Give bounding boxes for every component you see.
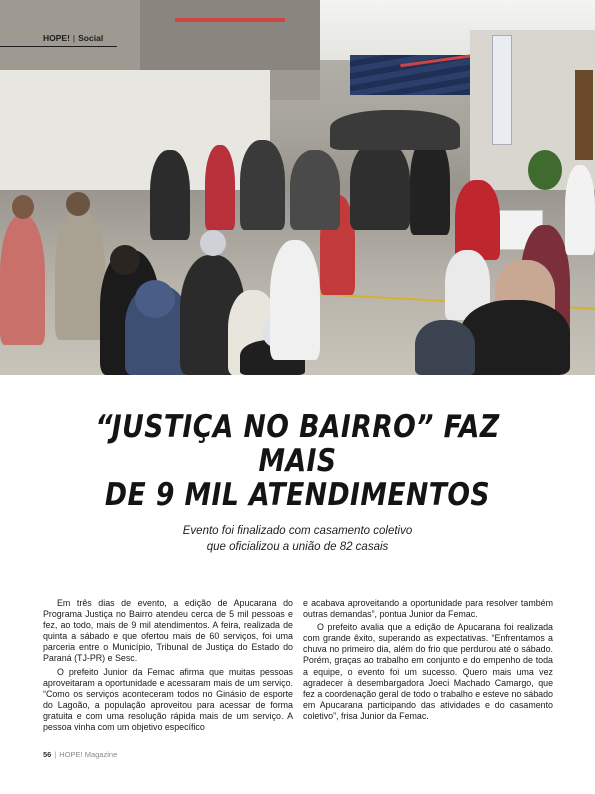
photo-banner <box>492 35 512 145</box>
photo-person-head <box>135 280 175 318</box>
article-subtitle <box>130 523 465 555</box>
photo-plant <box>528 150 562 190</box>
article-title <box>93 410 502 512</box>
photo-person <box>460 300 570 375</box>
article-title-line-2: DE 9 MIL ATENDIMENTOS <box>104 477 491 513</box>
photo-person <box>150 150 190 240</box>
footer-separator: | <box>54 750 57 759</box>
photo-person <box>240 140 285 230</box>
photo-person <box>565 165 595 255</box>
photo-person <box>55 210 105 340</box>
photo-person-head <box>66 192 90 216</box>
photo-person-head <box>200 230 226 256</box>
photo-person <box>0 215 45 345</box>
photo-person-head <box>12 195 34 219</box>
publication-name: HOPE! Magazine <box>59 750 118 759</box>
article-subtitle-line-2: que oficializou a união de 82 casais <box>206 541 389 553</box>
photo-person <box>350 140 410 230</box>
article-title-line-1: “JUSTIÇA NO BAIRRO” FAZ MAIS <box>95 409 500 479</box>
hero-photo-crowd <box>0 0 595 375</box>
photo-person <box>455 180 500 260</box>
photo-rail <box>175 18 285 22</box>
photo-person-head <box>110 245 140 275</box>
photo-person <box>205 145 235 230</box>
section-label: Social <box>78 33 104 43</box>
section-header <box>0 30 103 46</box>
page-number: 56 <box>43 750 52 759</box>
photo-person <box>330 110 460 150</box>
brand-label: HOPE! <box>43 33 70 43</box>
photo-concrete-block <box>140 0 320 70</box>
photo-person <box>415 320 475 375</box>
photo-person <box>410 135 450 235</box>
body-paragraph: O prefeito avalia que a edição de Apucarana foi realizada com grande êxito, superando as expectativas. “Enfrentamos a chuva no primeiro dia, além do frio que perdurou até o sábado. Porém, graças ao trabalho em conjunto e do empenho de toda a equipe, o evento foi um sucesso. Quero mais uma vez agradecer à desembargadora Joeci Machado Camargo, que fez a coordenação geral de todo o trabalho e esteve no sábado em Apucarana participando das atividades e do casamento coletivo”, frisa Junior da Femac. <box>303 622 553 721</box>
body-paragraph: O prefeito Junior da Femac afirma que muitas pessoas aproveitaram a oportunidade e acessaram mais de um serviço. “Como os serviços aconteceram todos no Ginásio de esporte do Lagoão, a população aproveitou para acessar de forma gratuita e com uma resolução rápida mais de um serviço. A pessoa vinha com um objetivo específico <box>43 666 293 733</box>
article-subtitle-line-1: Evento foi finalizado com casamento coletivo <box>182 525 413 537</box>
page-footer <box>43 750 117 759</box>
photo-person <box>270 240 320 360</box>
body-paragraph-continued: e acabava aproveitando a oportunidade para resolver também outras demandas”, pontua Junior da Femac. <box>303 598 553 620</box>
body-column-left <box>43 598 293 735</box>
photo-person <box>290 150 340 230</box>
photo-banner-2 <box>575 70 593 160</box>
header-separator: | <box>72 33 76 43</box>
body-column-right <box>303 598 553 724</box>
header-rule <box>0 46 117 47</box>
body-paragraph: Em três dias de evento, a edição de Apucarana do Programa Justiça no Bairro atendeu cerca de 5 mil pessoas e fez, ao todo, mais de 9 mil atendimentos. A feira, realizada de quinta a sábado e que ofertou mais de 60 serviços, foi uma parceria entre o Município, Tribunal de Justiça do Estado do Paraná (TJ-PR) e Sesc. <box>43 598 293 664</box>
